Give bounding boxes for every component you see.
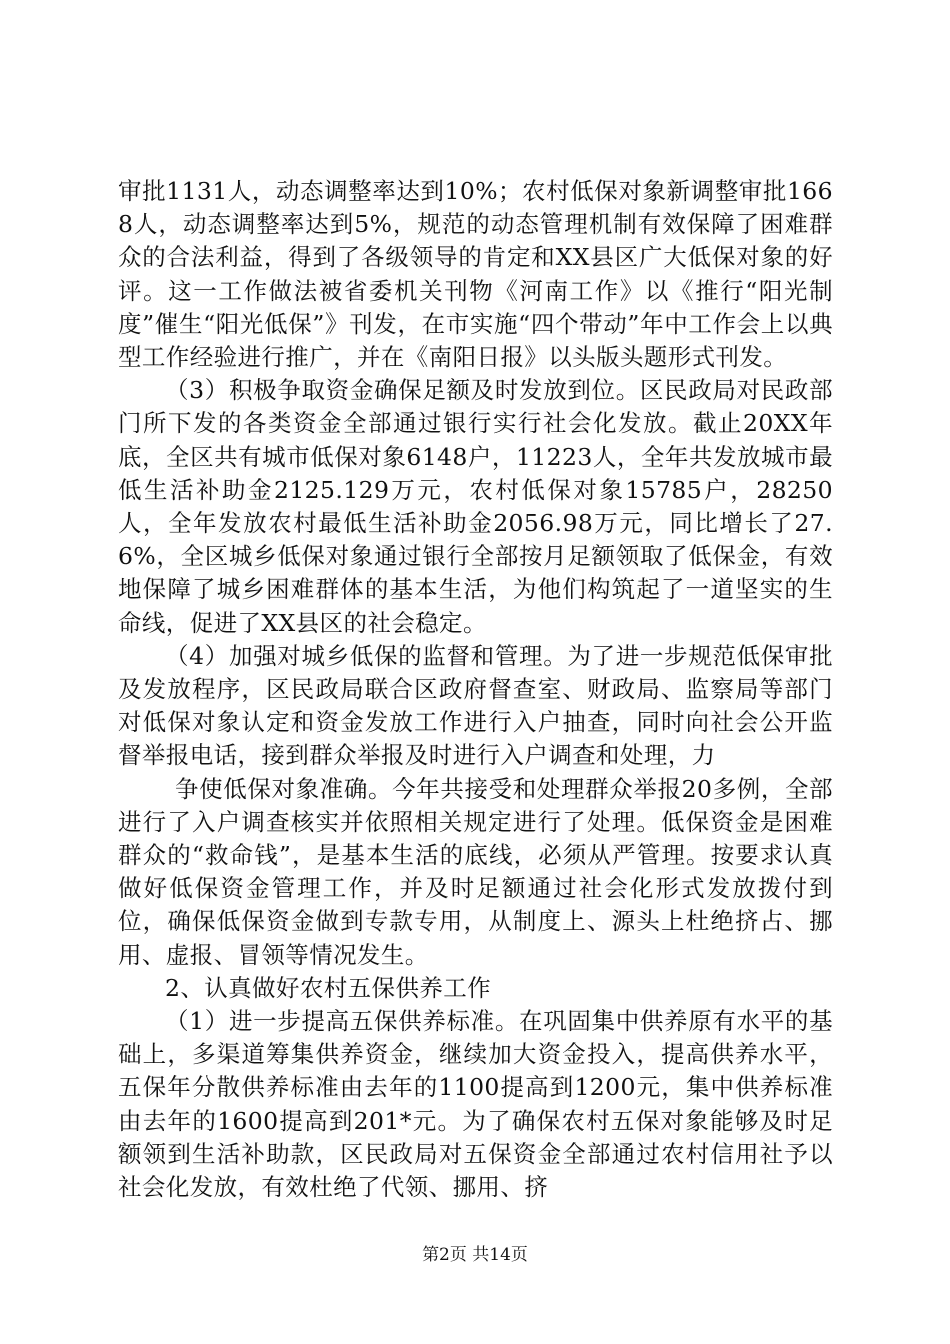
paragraph-item-3: （3）积极争取资金确保足额及时发放到位。区民政局对民政部门所下发的各类资金全部通过银行实行社会化发放。截止20XX年底，全区共有城市低保对象6148户，11223人，全年共发放城市最低生活补助金2125.129万元，农村低保对象15785户，28250人，全年发放农村最低生活补助金2056.98万元，同比增长了27.6%，全区城乡低保对象通过银行全部按月足额领取了低保金，有效地保障了城乡困难群体的基本生活，为他们构筑起了一道坚实的生命线，促进了XX县区的社会稳定。: [118, 376, 833, 637]
paragraph-continued: 审批1131人，动态调整率达到10%；农村低保对象新调整审批1668人，动态调整率达到5%，规范的动态管理机制有效保障了困难群众的合法利益，得到了各级领导的肯定和XX县区广大低保对象的好评。这一工作做法被省委机关刊物《河南工作》以《推行“阳光制度”催生“阳光低保”》刊发，在市实施“四个带动”年中工作会上以典型工作经验进行推广，并在《南阳日报》以头版头题形式刊发。: [118, 177, 833, 372]
paragraph-item-4: （4）加强对城乡低保的监督和管理。为了进一步规范低保审批及发放程序，区民政局联合区政府督查室、财政局、监察局等部门对低保对象认定和资金发放工作进行入户抽查，同时向社会公开监督举报电话，接到群众举报及时进行入户调查和处理，力: [118, 641, 833, 770]
page-footer: [0, 1244, 950, 1266]
page-number: 第2页 共14页: [422, 1245, 528, 1265]
document-body: [118, 175, 833, 1204]
paragraph-item-1: （1）进一步提高五保供养标准。在巩固集中供养原有水平的基础上，多渠道筹集供养资金，继续加大资金投入，提高供养水平，五保年分散供养标准由去年的1100提高到1200元，集中供养标准由去年的1600提高到201*元。为了确保农村五保对象能够及时足额领到生活补助款，区民政局对五保资金全部通过农村信用社予以社会化发放，有效杜绝了代领、挪用、挤: [118, 1007, 833, 1202]
section-heading: 2、认真做好农村五保供养工作: [165, 973, 492, 1002]
paragraph-item-4-continued: 争使低保对象准确。今年共接受和处理群众举报20多例，全部进行了入户调查核实并依照相关规定进行了处理。低保资金是困难群众的“救命钱”，是基本生活的底线，必须从严管理。按要求认真做好低保资金管理工作，并及时足额通过社会化形式发放拨付到位，确保低保资金做到专款专用，从制度上、源头上杜绝挤占、挪用、虚报、冒领等情况发生。: [118, 774, 833, 969]
